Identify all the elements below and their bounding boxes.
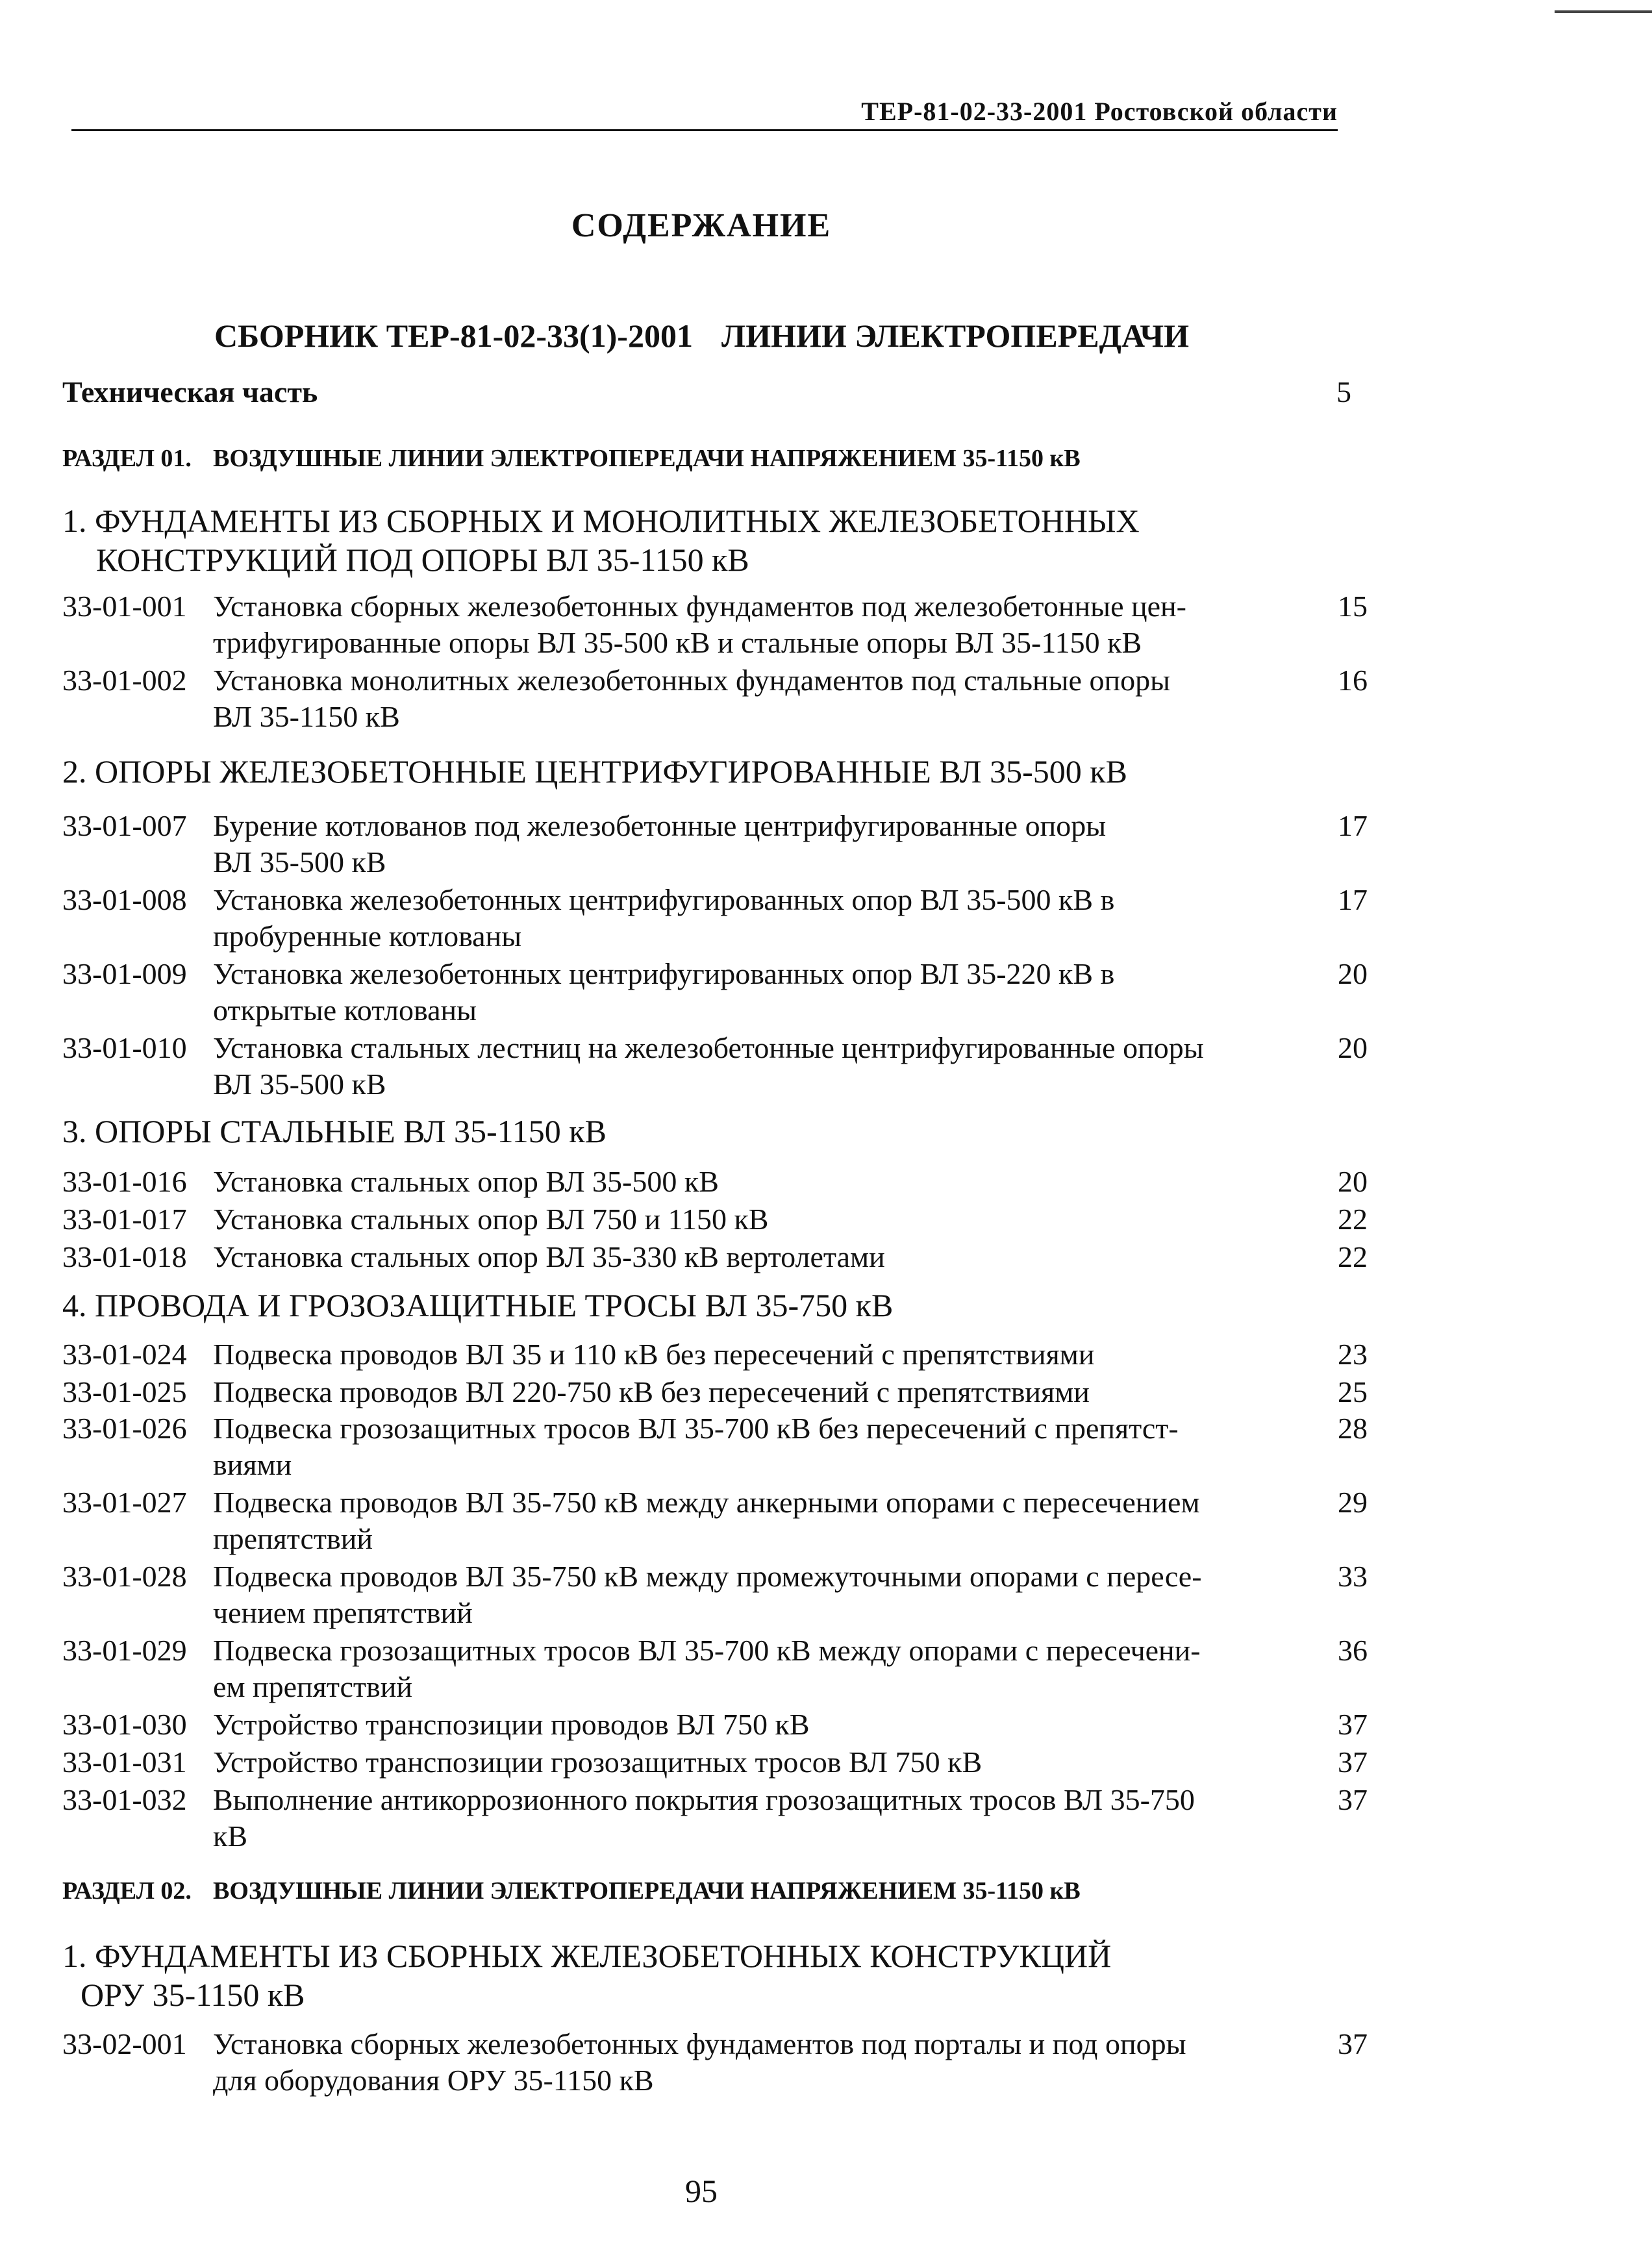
- entry-description-line: Подвеска грозозащитных тросов ВЛ 35-700 кВ без пересечений с препятст-: [213, 1412, 1179, 1445]
- entry-page: 37: [1338, 1745, 1368, 1779]
- section-01-4-heading: [62, 1286, 893, 1325]
- entry-code: 33-01-027: [62, 1486, 187, 1519]
- entry-description-line: для оборудования ОРУ 35-1150 кВ: [213, 2064, 654, 2097]
- entry-code: 33-01-025: [62, 1375, 187, 1408]
- entry-page: 15: [1338, 590, 1368, 623]
- entry-description: [213, 2026, 1349, 2099]
- section-heading-line: 4. ПРОВОДА И ГРОЗОЗАЩИТНЫЕ ТРОСЫ ВЛ 35-750 кВ: [62, 1287, 894, 1323]
- section-02-1-heading: [62, 1936, 1111, 2014]
- entry-description-line: Устройство транспозиции проводов ВЛ 750 кВ: [213, 1708, 810, 1741]
- entry-description: [213, 1782, 1349, 1855]
- entry-code: 33-01-016: [62, 1165, 187, 1198]
- entry-description-line: Устройство транспозиции грозозащитных тросов ВЛ 750 кВ: [213, 1745, 982, 1779]
- entry-page: 16: [1338, 664, 1368, 697]
- entry-page: 20: [1338, 957, 1368, 990]
- section-heading-line: 1. ФУНДАМЕНТЫ ИЗ СБОРНЫХ И МОНОЛИТНЫХ ЖЕЛЕЗОБЕТОННЫХ: [62, 503, 1140, 539]
- razdel-name: ВОЗДУШНЫЕ ЛИНИИ ЭЛЕКТРОПЕРЕДАЧИ НАПРЯЖЕНИЕМ 35-1150 кВ: [213, 1877, 1081, 1905]
- section-01-1-heading: [62, 501, 1140, 579]
- entry-code: 33-02-001: [62, 2027, 187, 2060]
- entry-description: [213, 1239, 1349, 1275]
- entry-code: 33-01-028: [62, 1560, 187, 1593]
- entry-description-line: Установка сборных железобетонных фундаментов под железобетонные цен-: [213, 590, 1186, 623]
- section-heading-line: ОРУ 35-1150 кВ: [81, 1977, 305, 2013]
- entry-code: 33-01-018: [62, 1240, 187, 1273]
- entry-description-line: Установка железобетонных центрифугированных опор ВЛ 35-220 кВ в: [213, 957, 1115, 990]
- entry-description: [213, 662, 1349, 735]
- entry-code: 33-01-026: [62, 1412, 187, 1445]
- razdel-name: ВОЗДУШНЫЕ ЛИНИИ ЭЛЕКТРОПЕРЕДАЧИ НАПРЯЖЕНИЕМ 35-1150 кВ: [213, 445, 1081, 472]
- entry-page: 33: [1338, 1560, 1368, 1593]
- entry-description-line: чением препятствий: [213, 1596, 473, 1629]
- section-01-3-heading: [62, 1112, 607, 1151]
- entry-description-line: препятствий: [213, 1522, 373, 1555]
- entry-page: 37: [1338, 1783, 1368, 1816]
- entry-description-line: Подвеска проводов ВЛ 220-750 кВ без пересечений с препятствиями: [213, 1375, 1090, 1408]
- entry-description: [213, 1558, 1349, 1631]
- section-heading-line: 1. ФУНДАМЕНТЫ ИЗ СБОРНЫХ ЖЕЛЕЗОБЕТОННЫХ КОНСТРУКЦИЙ: [62, 1938, 1112, 1974]
- entry-description-line: Установка монолитных железобетонных фундаментов под стальные опоры: [213, 664, 1170, 697]
- entry-description-line: Подвеска грозозащитных тросов ВЛ 35-700 кВ между опорами с пересечени-: [213, 1634, 1201, 1667]
- entry-description-line: кВ: [213, 1819, 248, 1853]
- entry-page: 17: [1338, 883, 1368, 916]
- entry-code: 33-01-032: [62, 1783, 187, 1816]
- technical-part-page: 5: [1336, 375, 1351, 408]
- razdel-number: РАЗДЕЛ 01.: [62, 445, 192, 472]
- page-number: 95: [685, 2173, 718, 2209]
- entry-page: 37: [1338, 1708, 1368, 1741]
- entry-code: 33-01-001: [62, 590, 187, 623]
- entry-code: 33-01-010: [62, 1031, 187, 1064]
- entry-page: 20: [1338, 1165, 1368, 1198]
- entry-code: 33-01-029: [62, 1634, 187, 1667]
- entry-description-line: ВЛ 35-500 кВ: [213, 1068, 386, 1101]
- entry-description: [213, 588, 1349, 661]
- entry-description: [213, 1164, 1349, 1200]
- entry-code: 33-01-030: [62, 1708, 187, 1741]
- section-heading-line: 2. ОПОРЫ ЖЕЛЕЗОБЕТОННЫЕ ЦЕНТРИФУГИРОВАННЫЕ ВЛ 35-500 кВ: [62, 753, 1127, 790]
- collection-code: СБОРНИК ТЕР-81-02-33(1)-2001: [214, 318, 693, 354]
- razdel-01-heading: [62, 444, 1081, 473]
- entry-description-line: пробуренные котлованы: [213, 919, 522, 953]
- entry-code: 33-01-002: [62, 664, 187, 697]
- entry-description-line: Установка стальных опор ВЛ 750 и 1150 кВ: [213, 1203, 769, 1236]
- entry-description: [213, 1410, 1349, 1483]
- entry-description: [213, 956, 1349, 1029]
- entry-description-line: виями: [213, 1448, 292, 1481]
- entry-code: 33-01-031: [62, 1745, 187, 1779]
- razdel-number: РАЗДЕЛ 02.: [62, 1877, 192, 1905]
- section-heading-line: 3. ОПОРЫ СТАЛЬНЫЕ ВЛ 35-1150 кВ: [62, 1113, 607, 1149]
- entry-description-line: Выполнение антикоррозионного покрытия грозозащитных тросов ВЛ 35-750: [213, 1783, 1195, 1816]
- section-01-2-heading: [62, 752, 1127, 791]
- entry-page: 25: [1338, 1375, 1368, 1408]
- entry-code: 33-01-017: [62, 1203, 187, 1236]
- entry-description: [213, 1374, 1349, 1410]
- entry-description-line: Подвеска проводов ВЛ 35 и 110 кВ без пересечений с препятствиями: [213, 1338, 1095, 1371]
- entry-description: [213, 1030, 1349, 1103]
- entry-description-line: Установка стальных лестниц на железобетонные центрифугированные опоры: [213, 1031, 1204, 1064]
- entry-description-line: Подвеска проводов ВЛ 35-750 кВ между промежуточными опорами с пересе-: [213, 1560, 1202, 1593]
- entry-description-line: ем препятствий: [213, 1670, 412, 1703]
- entry-page: 28: [1338, 1412, 1368, 1445]
- entry-description: [213, 1632, 1349, 1705]
- entry-code: 33-01-009: [62, 957, 187, 990]
- scan-edge-mark: [1555, 10, 1652, 13]
- entry-description: [213, 1707, 1349, 1743]
- entry-page: 37: [1338, 2027, 1368, 2060]
- entry-page: 23: [1338, 1338, 1368, 1371]
- entry-page: 29: [1338, 1486, 1368, 1519]
- entry-description: [213, 1336, 1349, 1373]
- entry-description-line: Установка стальных опор ВЛ 35-330 кВ вертолетами: [213, 1240, 885, 1273]
- entry-code: 33-01-024: [62, 1338, 187, 1371]
- entry-description-line: Бурение котлованов под железобетонные центрифугированные опоры: [213, 809, 1107, 842]
- entry-page: 22: [1338, 1203, 1368, 1236]
- entry-description: [213, 1201, 1349, 1238]
- header-doc-ref: ТЕР-81-02-33-2001 Ростовской области: [861, 97, 1338, 126]
- entry-code: 33-01-007: [62, 809, 187, 842]
- entry-page: 36: [1338, 1634, 1368, 1667]
- entry-description-line: Установка сборных железобетонных фундаментов под порталы и под опоры: [213, 2027, 1186, 2060]
- entry-page: 20: [1338, 1031, 1368, 1064]
- entry-description-line: Установка стальных опор ВЛ 35-500 кВ: [213, 1165, 719, 1198]
- entry-page: 17: [1338, 809, 1368, 842]
- section-heading-line: КОНСТРУКЦИЙ ПОД ОПОРЫ ВЛ 35-1150 кВ: [96, 542, 749, 578]
- entry-description: [213, 1744, 1349, 1781]
- entry-description: [213, 882, 1349, 955]
- entry-description-line: ВЛ 35-1150 кВ: [213, 700, 400, 733]
- page-title: СОДЕРЖАНИЕ: [571, 207, 832, 244]
- entry-description-line: трифугированные опоры ВЛ 35-500 кВ и стальные опоры ВЛ 35-1150 кВ: [213, 626, 1142, 659]
- entry-description: [213, 1484, 1349, 1557]
- technical-part-label: Техническая часть: [62, 375, 318, 408]
- razdel-02-heading: [62, 1877, 1081, 1905]
- entry-description-line: Установка железобетонных центрифугированных опор ВЛ 35-500 кВ в: [213, 883, 1115, 916]
- header-rule: [71, 129, 1338, 131]
- entry-description-line: ВЛ 35-500 кВ: [213, 845, 386, 879]
- entry-description-line: открытые котлованы: [213, 994, 477, 1027]
- entry-description: [213, 808, 1349, 881]
- collection-name: ЛИНИИ ЭЛЕКТРОПЕРЕДАЧИ: [721, 318, 1190, 354]
- entry-code: 33-01-008: [62, 883, 187, 916]
- entry-description-line: Подвеска проводов ВЛ 35-750 кВ между анкерными опорами с пересечением: [213, 1486, 1200, 1519]
- entry-page: 22: [1338, 1240, 1368, 1273]
